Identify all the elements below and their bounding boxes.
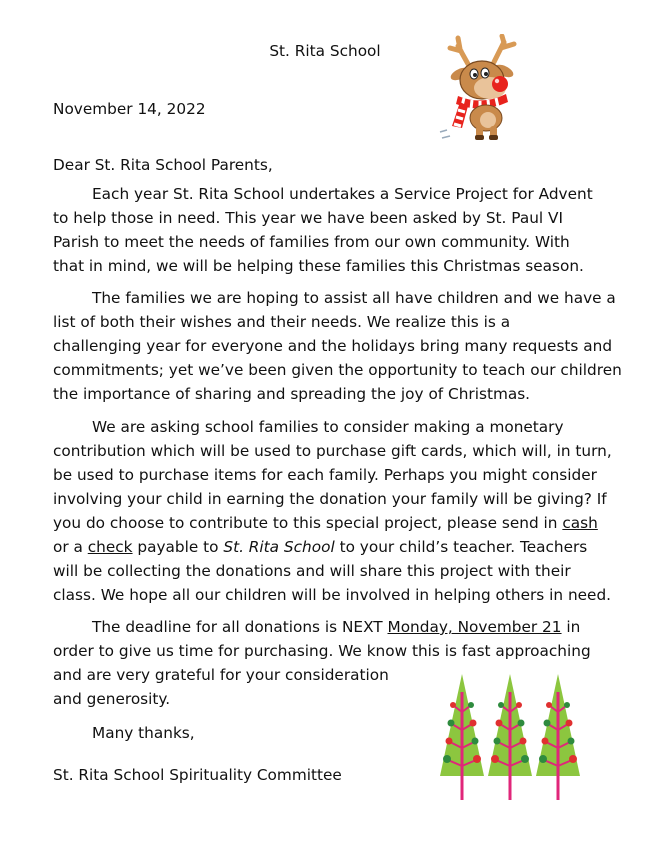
tree-3 <box>536 674 580 800</box>
paragraph-line: order to give us time for purchasing. We know this is fast approaching <box>53 642 591 660</box>
line-text: The deadline for all donations is NEXT <box>92 618 388 636</box>
deadline-date: Monday, November 21 <box>387 618 562 636</box>
check-word: check <box>87 538 133 556</box>
payee-school: St. Rita School <box>223 538 335 556</box>
antlers <box>450 36 514 64</box>
closing: Many thanks, <box>92 724 195 742</box>
line-text: or a <box>53 538 88 556</box>
paragraph-line: Parish to meet the needs of families from our own community. With <box>53 233 570 251</box>
paragraph-line: and generosity. <box>53 690 171 708</box>
paragraph-line: commitments; yet we’ve been given the opportunity to teach our children <box>53 361 622 379</box>
paragraph-line: list of both their wishes and their needs. We realize this is a <box>53 313 511 331</box>
paragraph-line: to help those in need. This year we have been asked by St. Paul VI <box>53 209 563 227</box>
paragraph-line <box>53 536 587 558</box>
paragraph-line: class. We hope all our children will be involved in helping others in need. <box>53 586 612 604</box>
line-text: you do choose to contribute to this special project, please send in <box>53 514 563 532</box>
paragraph-line: and are very grateful for your consideration <box>53 666 389 684</box>
letter-date: November 14, 2022 <box>53 100 206 118</box>
school-title: St. Rita School <box>269 42 381 60</box>
paragraph-line: contribution which will be used to purchase gift cards, which will, in turn, <box>53 442 612 460</box>
paragraph-line <box>53 512 598 534</box>
paragraph-line: that in mind, we will be helping these families this Christmas season. <box>53 257 584 275</box>
tree-1 <box>440 674 484 800</box>
paragraph-line <box>92 616 580 638</box>
signature: St. Rita School Spirituality Committee <box>53 766 342 784</box>
tree-2 <box>488 674 532 800</box>
salutation: Dear St. Rita School Parents, <box>53 156 273 174</box>
paragraph-line: The families we are hoping to assist all have children and we have a <box>92 289 616 307</box>
paragraph-line: the importance of sharing and spreading the joy of Christmas. <box>53 385 531 403</box>
paragraph-line: involving your child in earning the donation your family will be giving? If <box>53 490 607 508</box>
paragraph-line: We are asking school families to consider making a monetary <box>92 418 564 436</box>
line-text: payable to <box>132 538 224 556</box>
paragraph-line: will be collecting the donations and will share this project with their <box>53 562 571 580</box>
cash-word: cash <box>562 514 598 532</box>
paragraph-line: challenging year for everyone and the holidays bring many requests and <box>53 337 613 355</box>
line-text: in <box>561 618 581 636</box>
reindeer-illustration <box>438 34 528 144</box>
paragraph-line: Each year St. Rita School undertakes a Service Project for Advent <box>92 185 593 203</box>
red-nose-icon <box>492 76 508 92</box>
paragraph-line: be used to purchase items for each family. Perhaps you might consider <box>53 466 597 484</box>
line-text: to your child’s teacher. Teachers <box>334 538 588 556</box>
christmas-trees-illustration <box>426 672 594 808</box>
